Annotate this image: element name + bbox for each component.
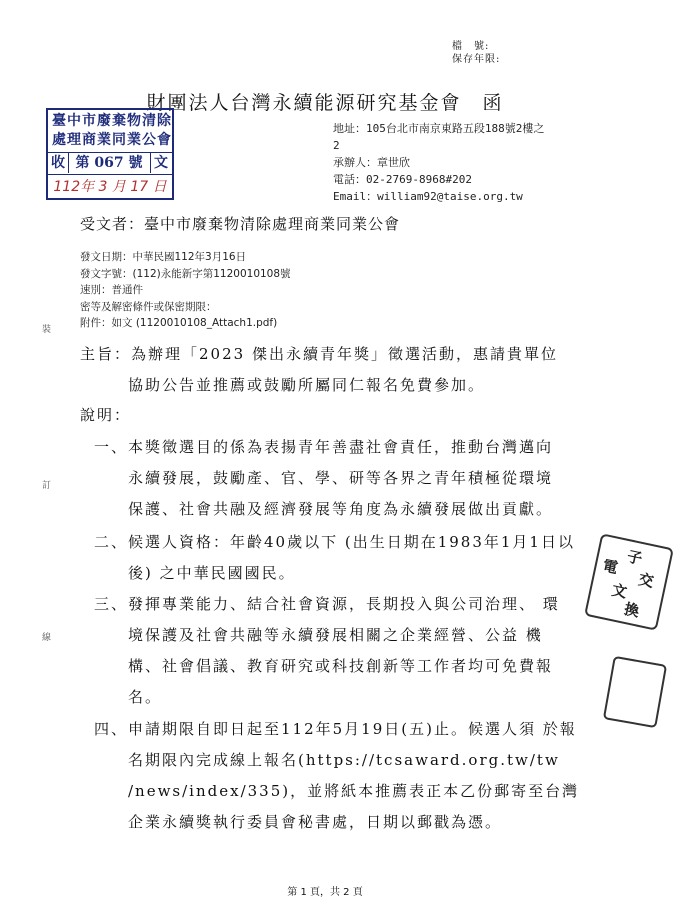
item-line: /news/index/335)，並將紙本推薦表正本乙份郵寄至台灣 bbox=[128, 782, 580, 800]
item-line: 名。 bbox=[128, 688, 163, 706]
explanation-label: 說明： bbox=[80, 406, 132, 424]
stamp-number-row bbox=[48, 152, 172, 173]
recipient: 受文者：臺中市廢棄物清除處理商業同業公會 bbox=[80, 215, 401, 233]
item-line: 企業永續獎執行委員會秘書處，日期以郵戳為憑。 bbox=[128, 813, 503, 831]
delivery-speed: 速別：普通件 bbox=[80, 284, 143, 296]
seal-char: 文 bbox=[610, 580, 629, 602]
item-number: 一、 bbox=[94, 438, 129, 456]
item-number: 二、 bbox=[94, 533, 129, 551]
item-line: 候選人資格：年齡40歲以下 (出生日期在1983年1月1日以 bbox=[128, 533, 575, 551]
page-footer: 第 1 頁，共 2 頁 bbox=[287, 887, 363, 898]
contact-handler: 承辦人：章世欣 bbox=[333, 156, 410, 169]
retention-period-label: 保存年限: bbox=[452, 54, 501, 65]
contact-address-continued: 2 bbox=[333, 139, 340, 152]
item-line: 永續發展，鼓勵產、官、學、研等各界之青年積極從環境 bbox=[128, 469, 554, 487]
file-number-label: 檔 號: bbox=[452, 41, 490, 52]
item-line: 申請期限自即日起至112年5月19日(五)止。候選人須 於報 bbox=[128, 720, 577, 738]
secrecy-level: 密等及解密條件或保密期限： bbox=[80, 300, 217, 313]
contact-address: 地址：105台北市南京東路五段188號2樓之 bbox=[333, 122, 545, 135]
binding-mark-middle: 訂 bbox=[42, 481, 52, 491]
item-line: 名期限內完成線上報名(https://tcsaward.org.tw/tw bbox=[128, 751, 560, 769]
stamp-receipt-date: 112年 3 月 17 日 bbox=[48, 174, 172, 199]
item-number: 三、 bbox=[94, 595, 129, 613]
stamp-receive-char: 收 bbox=[48, 153, 69, 173]
document-number: 發文字號：(112)永能新字第1120010108號 bbox=[80, 267, 291, 280]
item-line: 後) 之中華民國國民。 bbox=[128, 564, 296, 582]
seal-char: 換 bbox=[622, 599, 641, 621]
electronic-exchange-seal bbox=[584, 533, 674, 631]
item-number: 四、 bbox=[94, 720, 129, 738]
item-line: 構、社會倡議、教育研究或科技創新等工作者均可免費報 bbox=[128, 657, 554, 675]
organization-title: 財團法人台灣永續能源研究基金會 函 bbox=[146, 92, 504, 114]
item-line: 發揮專業能力、結合社會資源，長期投入與公司治理、 環 bbox=[128, 595, 560, 613]
seal-char: 子 bbox=[625, 547, 644, 569]
receipt-stamp bbox=[46, 108, 174, 200]
contact-email: Email：william92@taise.org.tw bbox=[333, 190, 523, 203]
stamp-doc-char: 文 bbox=[154, 155, 168, 171]
item-line: 保護、社會共融及經濟發展等角度為永續發展做出貢獻。 bbox=[128, 500, 554, 518]
seal-char: 交 bbox=[636, 570, 656, 591]
subject-line-1: 主旨：為辦理「2023 傑出永續青年獎」徵選活動，惠請貴單位 bbox=[80, 345, 558, 363]
item-line: 境保護及社會共融等永續發展相關之企業經營、公益 機 bbox=[128, 626, 543, 644]
binding-mark-bottom: 線 bbox=[42, 633, 52, 643]
stamp-org-line2: 處理商業同業公會 bbox=[52, 132, 172, 148]
stamp-receipt-number: 第 067 號 bbox=[68, 153, 151, 173]
document-metadata bbox=[80, 249, 291, 332]
stamp-org-line1: 臺中市廢棄物清除 bbox=[52, 113, 172, 129]
seal-char: 電 bbox=[601, 556, 620, 578]
subject-line-2: 協助公告並推薦或鼓勵所屬同仁報名免費參加。 bbox=[128, 376, 486, 394]
binding-mark-top: 裝 bbox=[42, 325, 52, 335]
attachment: 附件：如文 (1120010108_Attach1.pdf) bbox=[80, 317, 278, 329]
issue-date: 發文日期：中華民國112年3月16日 bbox=[80, 251, 247, 263]
contact-block bbox=[333, 120, 544, 205]
secondary-seal bbox=[603, 656, 667, 728]
item-line: 本獎徵選目的係為表揚青年善盡社會責任，推動台灣邁向 bbox=[128, 438, 554, 456]
contact-phone: 電話：02-2769-8968#202 bbox=[333, 173, 472, 186]
